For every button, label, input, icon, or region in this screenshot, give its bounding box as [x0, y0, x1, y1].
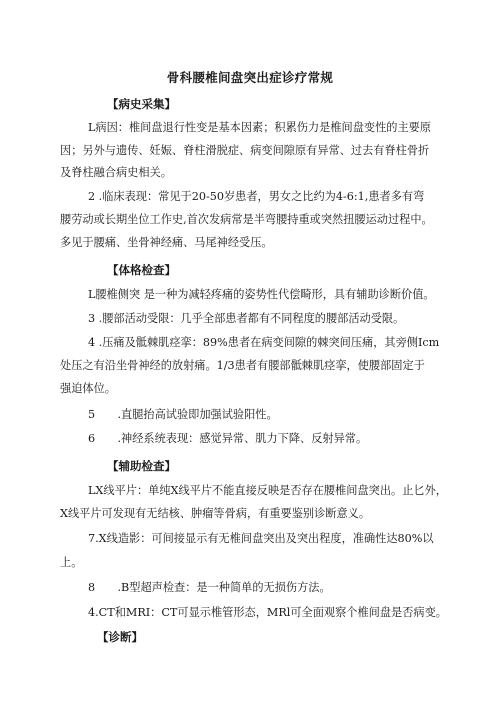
- aux-p2-line-1: 7.X线造影：可间接显示有无椎间盘突出及突出程度，准确性达80%以: [88, 532, 434, 545]
- aux-p1-line-1: LX线平片：单纯X线平片不能直接反映是否存在腰椎间盘突出。止匕外，: [88, 484, 447, 497]
- section-heading-aux: 【辅助检查】: [107, 459, 176, 473]
- exam-p3-line-1: 4 .压痛及骶棘肌痉挛：89%患者在病变间隙的棘突间压痛，其旁侧Icm: [88, 336, 440, 349]
- exam-p1-line-1: L腰椎侧突 是一种为减轻疼痛的姿势性代偿畸形，具有辅助诊断价值。: [88, 288, 435, 301]
- history-p1-line-1: L病因：椎间盘退行性变是基本因素；积累伤力是椎间盘变性的主要原: [88, 121, 432, 134]
- history-p2-line-3: 多见于腰痛、坐骨神经痛、马尾神经受压。: [60, 236, 273, 249]
- aux-p4-line-1: 4.CT和MRI：CT可显示椎管形态，MRl可全面观察个椎间盘是否病变。: [88, 606, 447, 619]
- aux-p2-line-2: 上。: [60, 556, 83, 569]
- exam-p5-line-1: 6 .神经系统表现：感觉异常、肌力下降、反射异常。: [88, 432, 368, 445]
- exam-p2-line-1: 3 .腰部活动受限：几乎全部患者都有不同程度的腰部活动受限。: [88, 312, 405, 325]
- history-p2-line-1: 2 .临床表现：常见于20-50岁患者，男女之比约为4-6:1,患者多有弯: [88, 190, 425, 203]
- history-p2-line-2: 腰劳动或长期坐位工作史,首次发病常是半弯腰持重或突然扭腰运动过程中。: [60, 213, 433, 226]
- history-p1-line-2: 因；另外与遗传、妊娠、脊柱滑脱症、病变间隙原有异常、过去有脊柱骨折: [60, 144, 430, 157]
- section-heading-diagnosis: 【诊断】: [97, 630, 143, 644]
- document-title: 骨科腰椎间盘突出症诊疗常规: [166, 70, 334, 85]
- exam-p3-line-2: 处压之有沿坐骨神经的放射痛。1/3患者有腰部骶棘肌痉挛，使腰部固定于: [60, 359, 425, 372]
- section-heading-exam: 【体格检查】: [107, 263, 176, 277]
- aux-p1-line-2: X线平片可发现有无结核、肿瘤等骨病，有重要鉴别诊断意义。: [60, 507, 371, 520]
- section-heading-history: 【病史采集】: [107, 97, 176, 111]
- history-p1-line-3: 及脊柱融合病史相关。: [60, 166, 172, 179]
- exam-p4-line-1: 5 .直腿抬高试验即加强试验阳性。: [88, 408, 278, 421]
- aux-p3-line-1: 8 .B型超声检查：是一种简单的无损伤方法。: [88, 581, 331, 594]
- exam-p3-line-3: 强迫体位。: [60, 382, 116, 395]
